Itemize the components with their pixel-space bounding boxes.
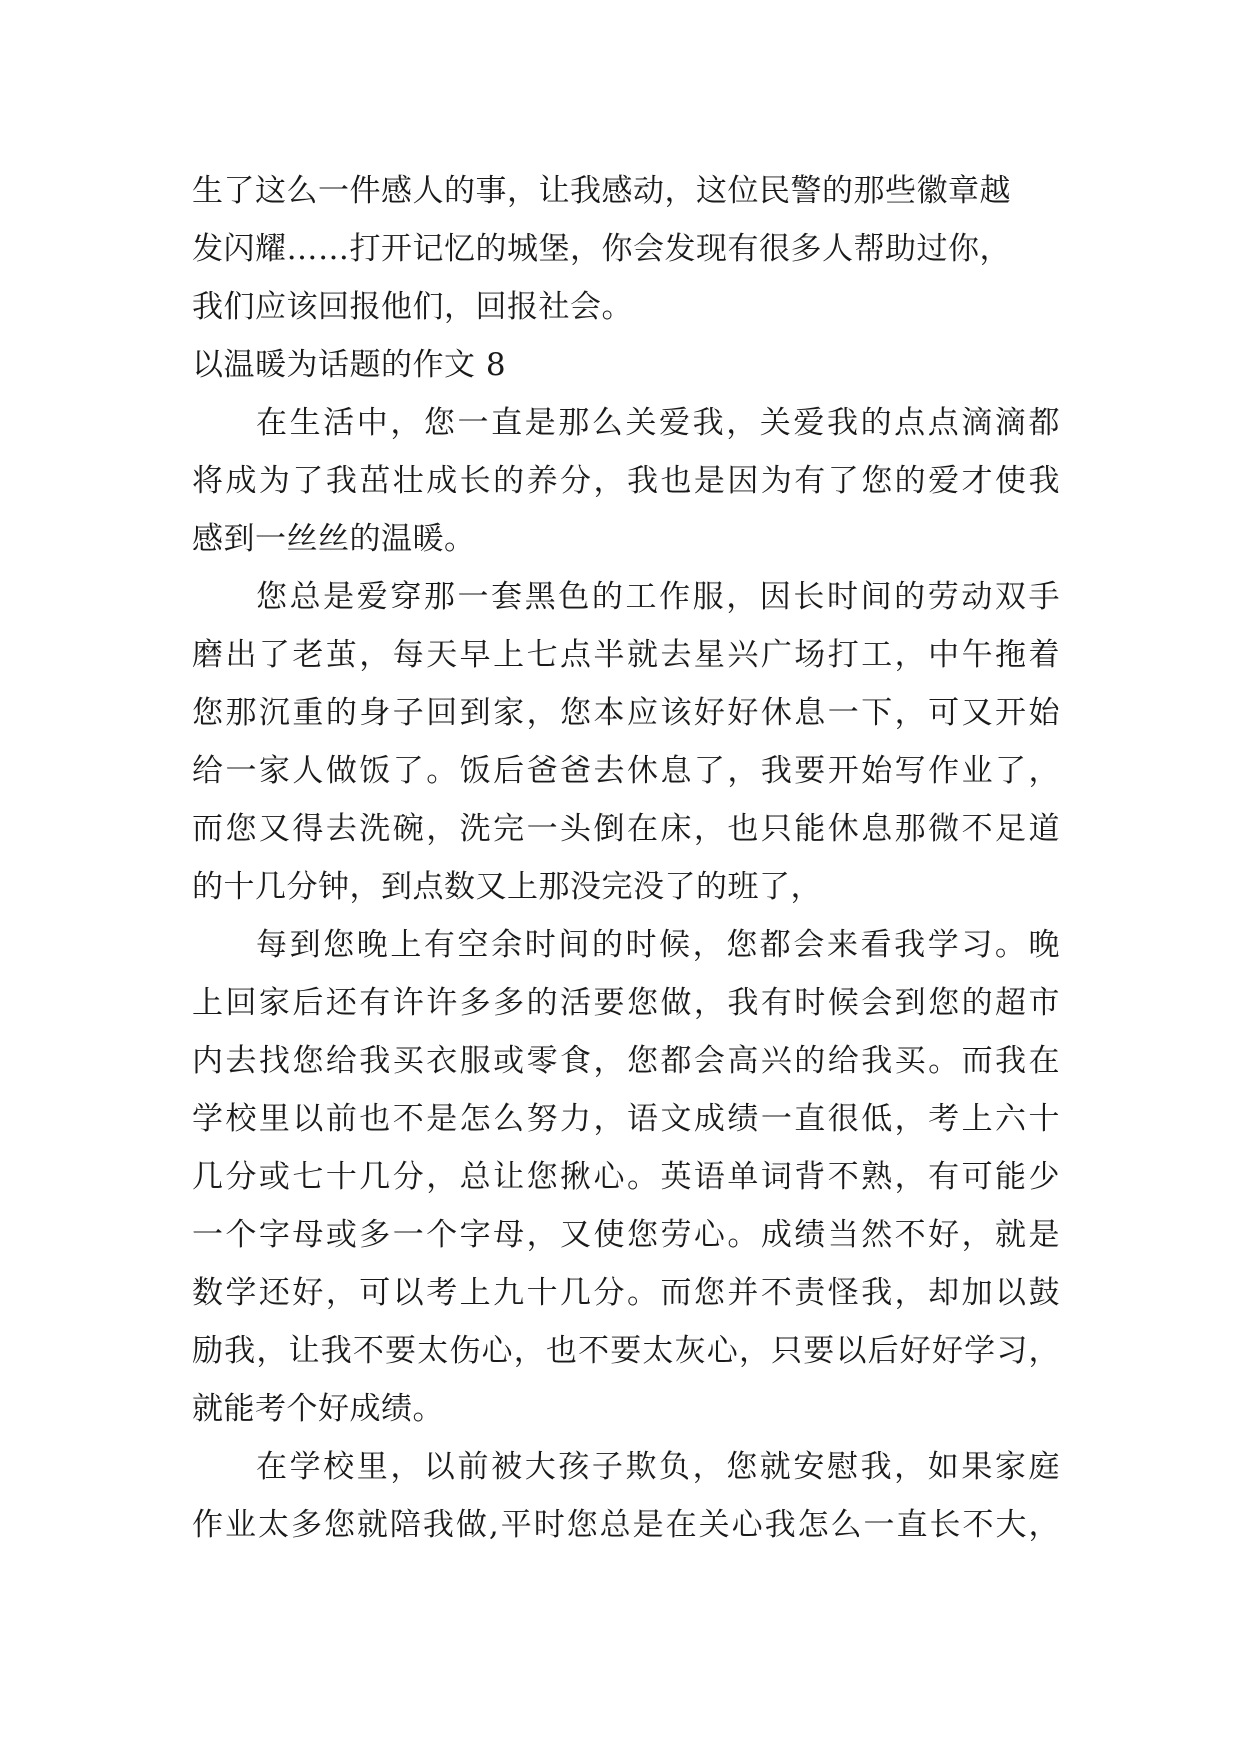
text-line: 内去找您给我买衣服或零食，您都会高兴的给我买。而我在 — [192, 1043, 1060, 1079]
text-line: 发闪耀……打开记忆的城堡，你会发现有很多人帮助过你， — [192, 231, 1011, 267]
text-line: 磨出了老茧，每天早上七点半就去星兴广场打工，中午拖着 — [192, 637, 1060, 673]
text-line: 感到一丝丝的温暖。 — [192, 521, 476, 557]
text-line: 而您又得去洗碗，洗完一头倒在床，也只能休息那微不足道 — [192, 811, 1060, 847]
text-line: 生了这么一件感人的事，让我感动，这位民警的那些徽章越 — [192, 173, 1011, 209]
essay-title: 以温暖为话题的作文 8 — [192, 347, 507, 383]
text-line: 几分或七十几分，总让您揪心。英语单词背不熟，有可能少 — [192, 1159, 1060, 1195]
text-line: 数学还好，可以考上九十几分。而您并不责怪我，却加以鼓 — [192, 1275, 1060, 1311]
text-line: 给一家人做饭了。饭后爸爸去休息了，我要开始写作业了， — [192, 753, 1060, 789]
paragraph-first-line: 在学校里，以前被大孩子欺负，您就安慰我，如果家庭 — [256, 1449, 1060, 1485]
text-line: 的十几分钟，到点数又上那没完没了的班了， — [192, 869, 822, 905]
paragraph-first-line: 在生活中，您一直是那么关爱我，关爱我的点点滴滴都 — [256, 405, 1060, 441]
text-line: 学校里以前也不是怎么努力，语文成绩一直很低，考上六十 — [192, 1101, 1060, 1137]
document-body — [192, 162, 1060, 1554]
text-line: 作业太多您就陪我做,平时您总是在关心我怎么一直长不大， — [192, 1507, 1060, 1543]
text-line: 您那沉重的身子回到家，您本应该好好休息一下，可又开始 — [192, 695, 1060, 731]
paragraph-first-line: 每到您晚上有空余时间的时候，您都会来看我学习。晚 — [256, 927, 1060, 963]
paragraph-first-line: 您总是爱穿那一套黑色的工作服，因长时间的劳动双手 — [256, 579, 1060, 615]
text-line: 我们应该回报他们，回报社会。 — [192, 289, 633, 325]
text-line: 一个字母或多一个字母，又使您劳心。成绩当然不好，就是 — [192, 1217, 1060, 1253]
text-line: 将成为了我茁壮成长的养分，我也是因为有了您的爱才使我 — [192, 463, 1060, 499]
text-line: 就能考个好成绩。 — [192, 1391, 444, 1427]
text-line: 励我，让我不要太伤心，也不要太灰心，只要以后好好学习， — [192, 1333, 1060, 1369]
text-line: 上回家后还有许许多多的活要您做，我有时候会到您的超市 — [192, 985, 1060, 1021]
